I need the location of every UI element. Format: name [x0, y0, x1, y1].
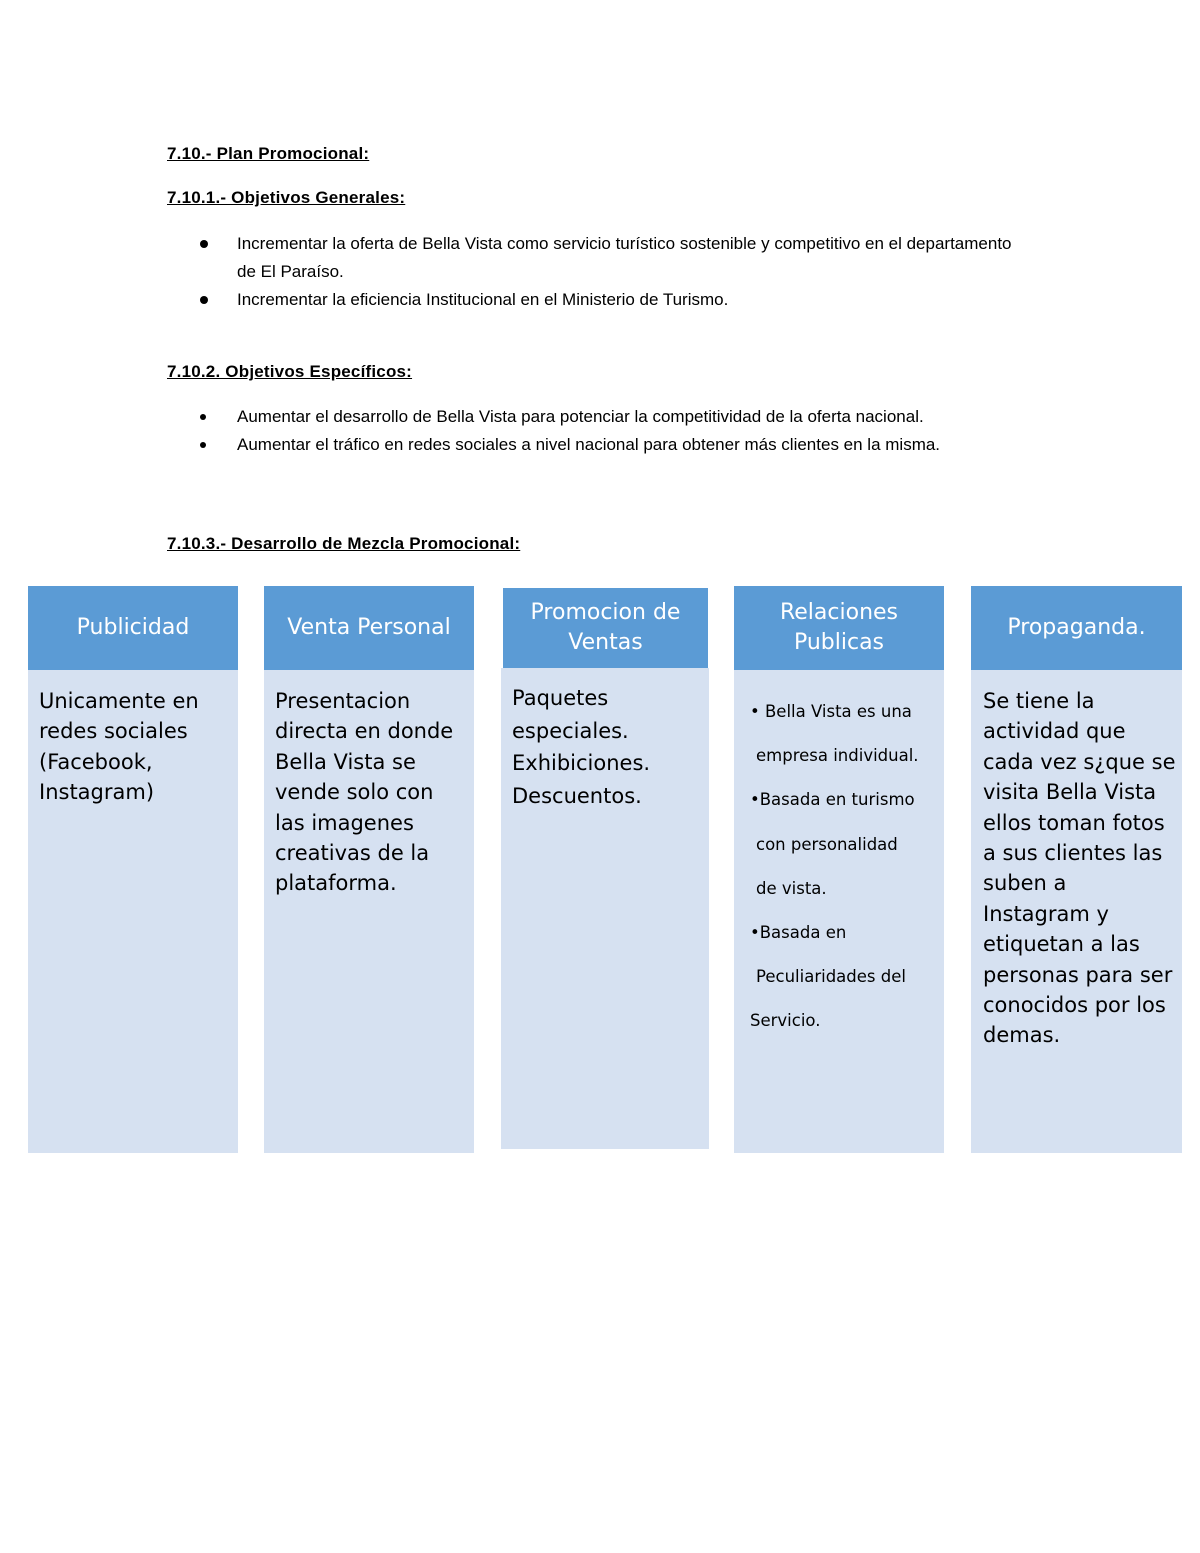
bullet-icon — [200, 296, 208, 304]
column-body: Paquetes especiales. Exhibiciones. Descuentos. — [501, 668, 709, 1149]
column-body: • Bella Vista es una empresa individual. •Basada en turismo con personalidad de vista. •Basada en Peculiaridades del Servicio. — [734, 670, 944, 1153]
mix-column-publicidad — [28, 586, 238, 1153]
column-header: Promocion de Ventas — [503, 588, 708, 668]
column-body: Se tiene la actividad que cada vez s¿que se visita Bella Vista ellos toman fotos a sus clientes las suben a Instagram y etiquetan a las personas para ser conocidos por los demas. — [971, 670, 1182, 1153]
general-objectives-list — [200, 230, 1020, 314]
specific-objectives-list — [200, 403, 990, 459]
mix-column-promocion-ventas — [501, 588, 709, 1149]
column-header: Relaciones Publicas — [734, 586, 944, 670]
column-header: Publicidad — [28, 586, 238, 670]
list-item: Aumentar el desarrollo de Bella Vista para potenciar la competitividad de la oferta nacional. — [200, 403, 990, 431]
promotional-mix-title: 7.10.3.- Desarrollo de Mezcla Promocional: — [167, 534, 521, 553]
column-body: Unicamente en redes sociales (Facebook, Instagram) — [28, 670, 238, 1153]
list-item: Incrementar la oferta de Bella Vista como servicio turístico sostenible y competitivo en el departamento de El Paraíso. — [200, 230, 1020, 286]
list-item: Incrementar la eficiencia Institucional en el Ministerio de Turismo. — [200, 286, 1020, 314]
column-header: Propaganda. — [971, 586, 1182, 670]
column-header: Venta Personal — [264, 586, 474, 670]
mix-column-propaganda — [971, 586, 1182, 1153]
list-item: Aumentar el tráfico en redes sociales a nivel nacional para obtener más clientes en la misma. — [200, 431, 990, 459]
mix-column-venta-personal — [264, 586, 474, 1153]
bullet-icon — [200, 442, 206, 448]
column-body: Presentacion directa en donde Bella Vista se vende solo con las imagenes creativas de la plataforma. — [264, 670, 474, 1153]
general-objectives-title: 7.10.1.- Objetivos Generales: — [167, 188, 406, 207]
plan-title: 7.10.- Plan Promocional: — [167, 144, 370, 163]
specific-objectives-title: 7.10.2. Objetivos Específicos: — [167, 362, 413, 381]
bullet-icon — [200, 414, 206, 420]
bullet-icon — [200, 240, 208, 248]
mix-column-relaciones-publicas — [734, 586, 944, 1153]
